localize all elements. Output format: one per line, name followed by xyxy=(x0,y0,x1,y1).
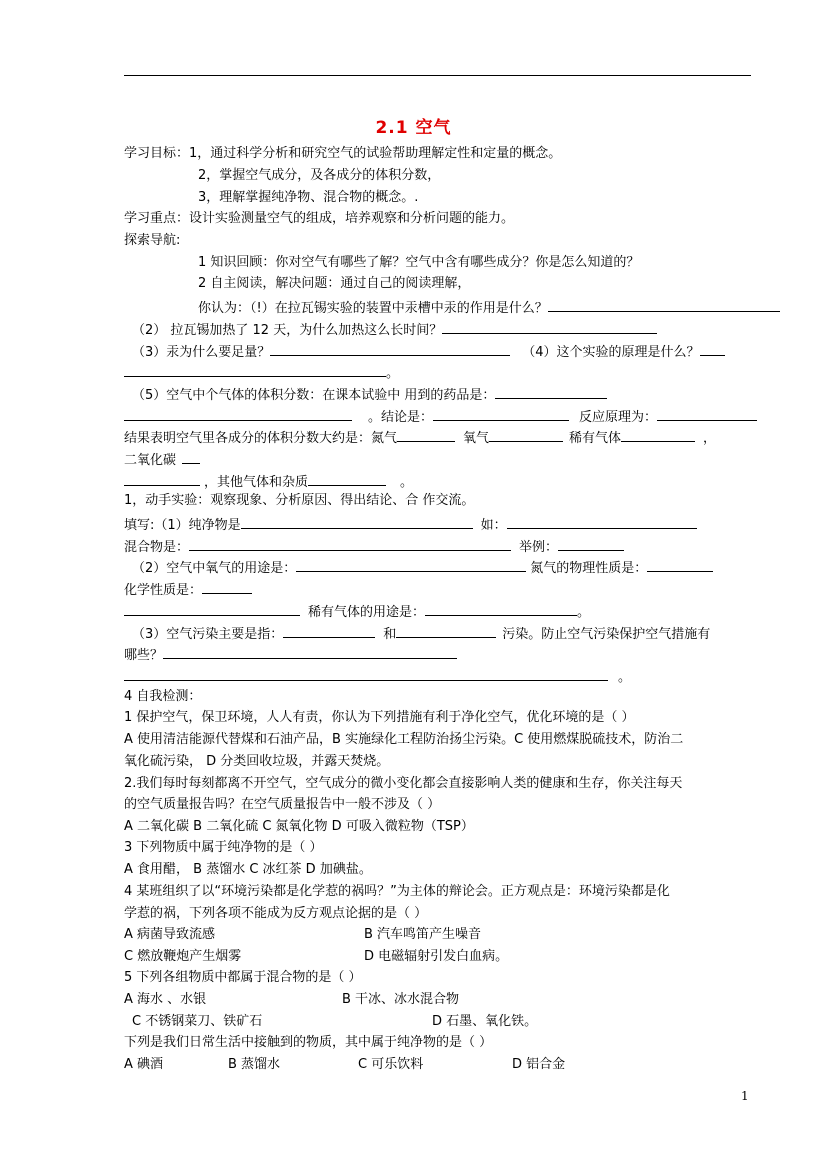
answer-blank[interactable] xyxy=(507,515,697,529)
text-line: 2.我们每时每刻都离不开空气，空气成分的微小变化都会直接影响人类的健康和生存，你关注每天 xyxy=(124,776,683,791)
answer-blank[interactable] xyxy=(241,515,473,529)
text-line: 氧气 xyxy=(463,431,490,446)
answer-blank[interactable] xyxy=(548,298,780,312)
text-line: 反应原理为： xyxy=(579,410,658,425)
text-line: （2）空气中氧气的用途是： xyxy=(132,561,297,576)
text-line: D 电磁辐射引发白血病。 xyxy=(364,949,509,964)
text-line: A 海水 、水银 xyxy=(124,992,207,1007)
text-line: ， xyxy=(703,431,717,446)
answer-blank[interactable] xyxy=(308,472,386,486)
text-line: 5 下列各组物质中都属于混合物的是（ ） xyxy=(124,970,362,985)
text-line: 和 xyxy=(383,627,397,642)
text-line: 1，动手实验：观察现象、分析原因、得出结论、合 作交流。 xyxy=(124,493,475,508)
page-title: 2.1 空气 xyxy=(375,118,452,138)
text-line: 二氧化碳 xyxy=(124,453,177,468)
text-line: 化学性质是： xyxy=(124,583,203,598)
text-line: B 汽车鸣笛产生噪音 xyxy=(364,927,482,942)
text-line: 。 xyxy=(400,475,414,490)
text-line: 稀有气体的用途是： xyxy=(308,605,426,620)
answer-blank[interactable] xyxy=(202,580,252,594)
text-line: 2，掌握空气成分，及各成分的体积分数， xyxy=(198,168,441,183)
text-line: 4 某班组织了以“环境污染都是化学惹的祸吗？”为主体的辩论会。正方观点是：环境污染都是化 xyxy=(124,884,670,899)
text-line: B 蒸馏水 xyxy=(228,1057,281,1072)
text-line: 哪些？ xyxy=(124,648,164,663)
answer-blank[interactable] xyxy=(433,407,569,421)
answer-blank[interactable] xyxy=(124,472,200,486)
answer-blank[interactable] xyxy=(495,385,607,399)
text-line: A 食用醋， B 蒸馏水 C 冰红茶 D 加碘盐。 xyxy=(124,862,372,877)
text-line: 稀有气体 xyxy=(569,431,622,446)
answer-blank[interactable] xyxy=(270,342,510,356)
text-line: 。 xyxy=(577,605,591,620)
text-line: 如： xyxy=(480,518,507,533)
answer-blank[interactable] xyxy=(442,320,657,334)
answer-blank[interactable] xyxy=(124,363,386,377)
text-line: 学习目标：1，通过科学分析和研究空气的试验帮助理解定性和定量的概念。 xyxy=(124,146,562,161)
text-line: 3，理解掌握纯净物、混合物的概念。. xyxy=(198,190,419,205)
answer-blank[interactable] xyxy=(124,667,608,681)
text-line: （5）空气中个气体的体积分数：在课本试验中 用到的药品是： xyxy=(132,388,496,403)
text-line: B 干冰、冰水混合物 xyxy=(342,992,460,1007)
answer-blank[interactable] xyxy=(163,645,457,659)
text-line: 氧化硫污染， D 分类回收垃圾，并露天焚烧。 xyxy=(124,754,390,769)
answer-blank[interactable] xyxy=(558,537,624,551)
text-line: 混合物是： xyxy=(124,540,190,555)
text-line: 你认为：（!）在拉瓦锡实验的装置中汞槽中汞的作用是什么？ xyxy=(198,301,548,316)
text-line: 4 自我检测： xyxy=(124,689,202,704)
text-line: （3）空气污染主要是指： xyxy=(132,627,284,642)
answer-blank[interactable] xyxy=(397,428,455,442)
text-line: 2 自主阅读，解决问题：通过自己的阅读理解， xyxy=(198,276,471,291)
answer-blank[interactable] xyxy=(283,624,375,638)
text-line: 填写:（1）纯净物是 xyxy=(124,518,241,533)
answer-blank[interactable] xyxy=(700,342,725,356)
text-line: 的空气质量报告吗？在空气质量报告中一般不涉及（ ） xyxy=(124,797,441,812)
text-line: 。 xyxy=(618,670,632,685)
header-rule xyxy=(124,75,751,76)
answer-blank[interactable] xyxy=(425,602,577,616)
text-line: D 石墨、氧化铁。 xyxy=(432,1014,538,1029)
text-line: 1 保护空气，保卫环境，人人有责，你认为下列措施有利于净化空气，优化环境的是（ ） xyxy=(124,710,635,725)
text-line: D 铝合金 xyxy=(512,1057,566,1072)
text-line: 3 下列物质中属于纯净物的是（ ） xyxy=(124,840,323,855)
text-line: 举例： xyxy=(519,540,559,555)
text-line: A 病菌导致流感 xyxy=(124,927,216,942)
text-line: A 使用清洁能源代替煤和石油产品，B 实施绿化工程防治扬尘污染。C 使用燃煤脱硫技术，防治二 xyxy=(124,732,684,747)
answer-blank[interactable] xyxy=(489,428,563,442)
answer-blank[interactable] xyxy=(182,450,200,464)
text-line: （2） 拉瓦锡加热了 12 天，为什么加热这么长时间？ xyxy=(132,323,443,338)
text-line: 。 xyxy=(386,366,400,381)
text-line: 氮气的物理性质是： xyxy=(530,561,648,576)
text-line: 下列是我们日常生活中接触到的物质，其中属于纯净物的是（ ） xyxy=(124,1035,493,1050)
text-line: A 碘酒 xyxy=(124,1057,164,1072)
text-line: 学惹的祸，下列各项不能成为反方观点论据的是（ ） xyxy=(124,906,428,921)
text-line: C 燃放鞭炮产生烟雾 xyxy=(124,949,242,964)
text-line: 1 知识回顾：你对空气有哪些了解？空气中含有哪些成分？你是怎么知道的？ xyxy=(198,255,640,270)
answer-blank[interactable] xyxy=(396,624,496,638)
page-number: 1 xyxy=(741,1089,749,1103)
text-line: 探索导航: xyxy=(124,233,181,248)
text-line: C 不锈钢菜刀、铁矿石 xyxy=(132,1014,263,1029)
text-line: 学习重点：设计实验测量空气的组成，培养观察和分析问题的能力。 xyxy=(124,211,515,226)
text-line: 。结论是： xyxy=(368,410,434,425)
answer-blank[interactable] xyxy=(647,558,713,572)
answer-blank[interactable] xyxy=(621,428,695,442)
text-line: A 二氧化碳 B 二氧化硫 C 氮氧化物 D 可吸入微粒物（TSP） xyxy=(124,819,474,834)
text-line: 污染。防止空气污染保护空气措施有 xyxy=(502,627,711,642)
text-line: （3）汞为什么要足量？ xyxy=(132,345,271,360)
text-line: 结果表明空气里各成分的体积分数大约是：氮气 xyxy=(124,431,398,446)
text-line: ，其他气体和杂质 xyxy=(204,475,309,490)
answer-blank[interactable] xyxy=(124,407,352,421)
text-line: C 可乐饮料 xyxy=(358,1057,424,1072)
text-line: （4）这个实验的原理是什么？ xyxy=(522,345,700,360)
answer-blank[interactable] xyxy=(189,537,511,551)
answer-blank[interactable] xyxy=(124,602,300,616)
answer-blank[interactable] xyxy=(296,558,526,572)
answer-blank[interactable] xyxy=(657,407,757,421)
